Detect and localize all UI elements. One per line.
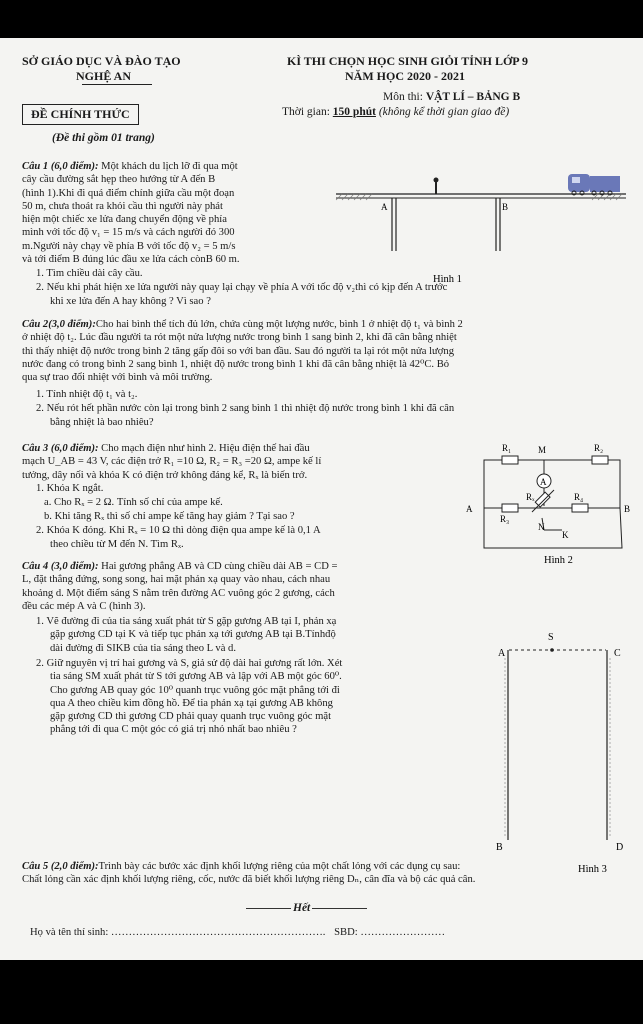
light-source-s	[550, 648, 554, 652]
q4-line: đều các mép A và C (hình 3).	[22, 600, 146, 612]
label-d: D	[616, 842, 624, 853]
subject-value: VẬT LÍ – BẢNG B	[425, 91, 521, 103]
q3-line: tưởng, dây nối và khóa K có điện trở không đáng kể, Rₓ là biến trở.	[22, 469, 308, 481]
label-r1: R₁	[502, 443, 512, 453]
figure-1-label: Hình 1	[433, 274, 462, 285]
label-r2: R₂	[594, 443, 604, 453]
q1-item-2-cont: khi xe lửa đến A hay không ? Vì sao ?	[50, 296, 211, 307]
train-icon	[568, 174, 620, 195]
q2-item-1: 1. Tính nhiệt độ t₁ và t₂.	[36, 389, 138, 400]
figure-2-circuit	[462, 438, 632, 568]
resistor-r2	[592, 456, 608, 464]
question-4-title: Câu 4 (3,0 điểm):	[22, 561, 99, 572]
variable-resistor-rx	[535, 492, 550, 507]
q4-item1-line: dài đường đi SIKB của tia sáng theo L và d.	[50, 642, 237, 654]
label-a: A	[498, 648, 506, 659]
question-1-title: Câu 1 (6,0 điểm):	[22, 161, 99, 172]
end-marker	[246, 902, 367, 914]
time-value: 150 phút	[332, 106, 376, 118]
school-year: NĂM HỌC 2020 - 2021	[345, 69, 465, 83]
header-underline-left	[82, 84, 152, 85]
q2-item-2: 2. Nếu rót hết phần nước còn lại trong bình 2 sang bình 1 thì nhiệt độ nước trong bình 1 khi đã cân	[36, 403, 455, 414]
q4-line: Hai gương phẳng AB và CD cùng chiều dài AB = CD =	[98, 561, 338, 572]
q4-item2-line: gặp gương CD thì gương CD phải quay quanh trục vuông góc mặt	[50, 711, 332, 723]
q4-item1-line: gặp gương CD tại K và tiếp tục phản xạ tới gương AB tại B.Tínhđộ	[50, 629, 336, 641]
end-rule-right	[312, 908, 367, 909]
question-5-title: Câu 5 (2,0 điểm):	[22, 861, 99, 872]
q3-item-2: 2. Khóa K đóng. Khi Rₓ = 10 Ω thì dòng điện qua ampe kế là 0,1 A	[36, 525, 321, 536]
q1-line: hiện một chiếc xe lửa đang chuyển động về phía	[22, 214, 227, 226]
q1-line: và tới điểm B đúng lúc đầu xe lửa cách cònB 60 m.	[22, 254, 240, 266]
province-name: NGHỆ AN	[76, 69, 132, 83]
q2-line: ở nhiệt độ t₂. Lúc đầu người ta rót một nửa lượng nước trong bình 1 sang bình 2, khi đã cân bằng nhiệt	[22, 332, 457, 344]
variable-resistor-arrow	[532, 490, 554, 512]
figure-1-bridge	[336, 156, 626, 285]
q1-line: Một khách du lịch lỡ đi qua một	[98, 161, 238, 172]
resistor-r4	[572, 504, 588, 512]
mirror-cd	[607, 650, 610, 840]
q1-line: (hình 1).Khi đi quá điểm chính giữa cầu một đoạn	[22, 187, 235, 199]
figure-2-label: Hình 2	[544, 555, 573, 566]
q4-item2-line: 2. Giữ nguyên vị trí hai gương và S, giả sử độ dài hai gương rất lớn. Xét	[36, 658, 343, 669]
label-r3: R₃	[500, 514, 510, 524]
q4-item2-line: qua A theo chiều kim đồng hồ. Để tia phản xạ tại gương AB không	[50, 697, 333, 709]
label-c: C	[614, 648, 621, 659]
exam-page	[0, 38, 643, 960]
q2-line: qua sự trao đổi nhiệt với bình và môi trường.	[22, 372, 213, 384]
time-line	[282, 106, 509, 118]
q4-line: khoảng d. Một điểm sáng S nằm trên đường AC vuông góc 2 gương, cách	[22, 587, 335, 599]
label-b: B	[496, 842, 503, 853]
q3-line: Cho mạch điện như hình 2. Hiệu điện thế hai đầu	[98, 443, 310, 454]
q2-line: thì thấy nhiệt độ nước trong bình 2 tăng gấp đôi so với ban đầu. Sau đó người ta lại rót một nửa lượng	[22, 345, 454, 357]
label-node-a: A	[466, 504, 473, 514]
q2-line: nước đang có trong bình 2 sang bình 1, nhiệt độ nước trong bình 1 khi đã cân bằng nhiệt là 42⁰C. Bỏ	[22, 358, 450, 370]
question-2-text	[22, 318, 627, 384]
question-4-text	[22, 560, 482, 613]
resistor-r1	[502, 456, 518, 464]
bridge-label-b: B	[502, 202, 509, 212]
q4-item2-line: phẳng tới đi qua C một góc có giá trị nhỏ nhất bao nhiêu ?	[50, 724, 297, 736]
resistor-r3	[502, 504, 518, 512]
figure-3-mirrors	[484, 628, 634, 878]
figure-3-label: Hình 3	[578, 864, 607, 875]
bridge-pillar-b	[496, 198, 500, 251]
q4-item2-line: tia sáng SM xuất phát từ S tới gương AB và lập với AB một góc 60⁰.	[50, 671, 342, 683]
end-text: Hết	[293, 902, 311, 914]
label-r4: R₄	[574, 492, 584, 502]
q1-line: cây cầu đường sắt hẹp theo hướng từ A đến B	[22, 174, 216, 186]
label-k: K	[562, 530, 569, 540]
subject-label: Môn thi:	[383, 91, 426, 103]
label-n: N	[538, 522, 545, 532]
label-rx: Rₓ	[526, 492, 535, 502]
q1-line: 50 m, chưa thoát ra khỏi cầu thì người này phát	[22, 200, 223, 212]
candidate-info	[30, 927, 445, 938]
q1-item-2: 2. Nếu khi phát hiện xe lửa người này quay lại chạy về phía A với tốc độ v₂thì có kịp đến A trước	[36, 282, 448, 293]
end-rule-left	[246, 908, 291, 909]
mirror-ab	[505, 650, 508, 840]
subject-line	[383, 91, 520, 103]
time-note: (không kể thời gian giao đề)	[375, 106, 510, 118]
q3-item-1b: b. Khi tăng Rₓ thì số chỉ ampe kế tăng hay giảm ? Tại sao ?	[44, 511, 295, 522]
official-label: ĐỀ CHÍNH THỨC	[22, 104, 139, 125]
ammeter-label: A	[540, 477, 547, 487]
q4-line: L, đặt thẳng đứng, song song, hai mặt phản xạ quay vào nhau, cách nhau	[22, 574, 331, 586]
bridge-label-a: A	[381, 202, 388, 212]
q3-item-1a: a. Cho Rₓ = 2 Ω. Tính số chỉ của ampe kế.	[44, 497, 223, 508]
q2-line: Cho hai bình thể tích đủ lớn, chứa cùng một lượng nước, bình 1 ở nhiệt độ t₁ và bình 2	[95, 319, 463, 330]
label-s: S	[548, 632, 554, 643]
question-1-text	[22, 160, 332, 266]
q1-line: m.Người này chạy về phía B với tốc độ v₂ = 5 m/s	[22, 240, 236, 252]
q4-item2-line: Cho gương AB quay góc 10⁰ quanh trục vuông góc mặt phẳng tới đi	[50, 684, 340, 696]
question-3-text	[22, 442, 472, 482]
q5-line: Trình bày các bước xác định khối lượng riêng của một chất lỏng với các dụng cụ sau:	[98, 861, 461, 872]
q2-item-2-cont: bằng nhiệt là bao nhiêu?	[50, 417, 154, 428]
person-icon	[434, 178, 439, 195]
name-label: Họ và tên thí sinh:	[30, 927, 111, 938]
pages-note: (Đề thi gồm 01 trang)	[52, 132, 155, 144]
q3-item-2-cont: theo chiều từ M đến N. Tìm Rₓ.	[50, 539, 184, 550]
q5-line: Chất lỏng cần xác định khối lượng riêng, cốc, nước đã biết khối lượng riêng Dₙ, cân đĩa và bộ các quả cân.	[22, 874, 476, 886]
time-label: Thời gian:	[282, 106, 333, 118]
q1-item-1: 1. Tìm chiều dài cây cầu.	[36, 268, 143, 279]
q1-line: mình với tốc độ v₁ = 15 m/s và cách người đó 300	[22, 227, 235, 239]
q4-item-2	[36, 657, 481, 737]
department-name: SỞ GIÁO DỤC VÀ ĐÀO TẠO	[22, 54, 181, 68]
label-m: M	[538, 445, 547, 455]
exam-title: KÌ THI CHỌN HỌC SINH GIỎI TỈNH LỚP 9	[287, 54, 528, 68]
q4-item-1	[36, 615, 481, 655]
bridge-pillar-a	[392, 198, 396, 251]
q3-item-1: 1. Khóa K ngắt.	[36, 483, 104, 494]
q3-line: mạch U_AB = 43 V, các điện trở R₁ =10 Ω, R₂ = R₃ =20 Ω, ampe kế lí	[22, 456, 322, 468]
q4-item1-line: 1. Vẽ đường đi của tia sáng xuất phát từ S gặp gương AB tại I, phản xạ	[36, 616, 337, 627]
label-node-b: B	[624, 504, 631, 514]
sbd-label: SBD:	[334, 927, 361, 938]
question-3-title: Câu 3 (6,0 điểm):	[22, 443, 99, 454]
sbd-dots: ……………………	[360, 927, 446, 938]
question-2-title: Câu 2(3,0 điểm):	[22, 319, 96, 330]
name-dots: …………………………………………………….	[110, 927, 326, 938]
question-5-text	[22, 860, 637, 887]
